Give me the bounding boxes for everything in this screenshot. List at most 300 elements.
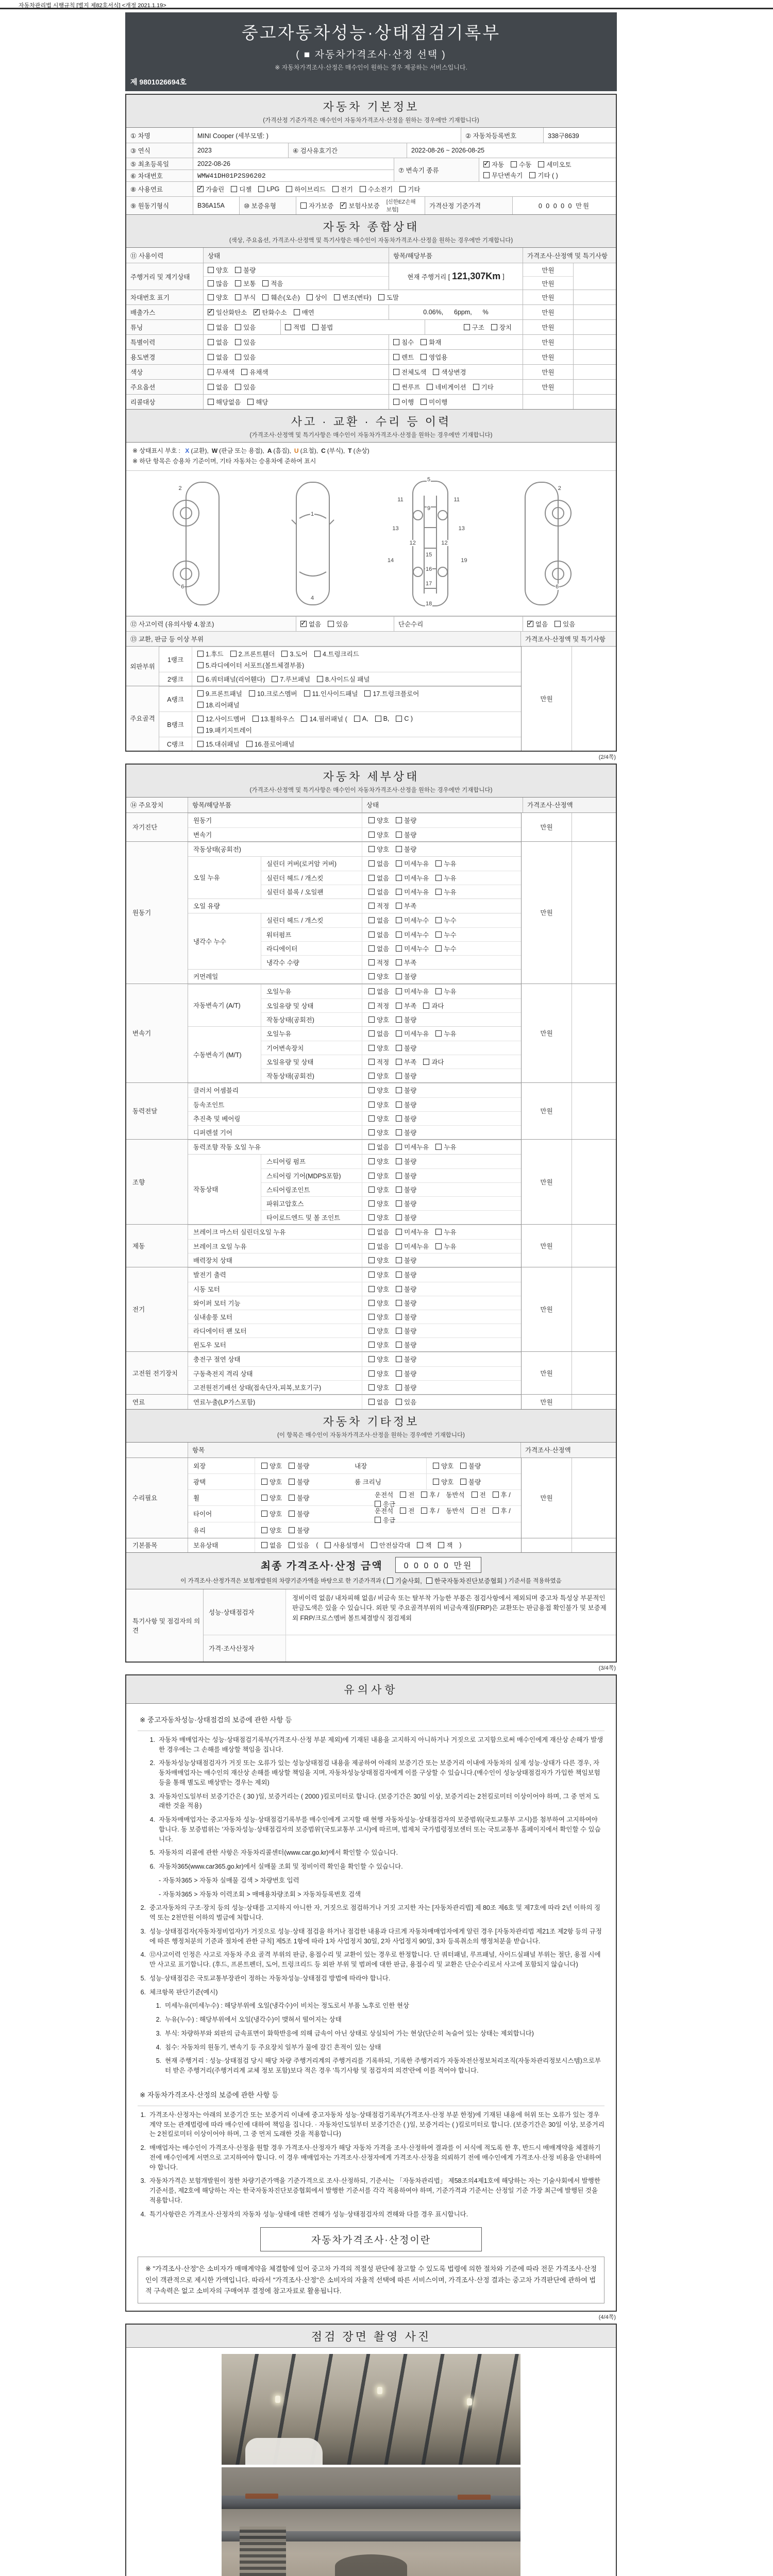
field-label: ⑥ 차대번호 [126,170,193,181]
checkbox-option[interactable] [435,1029,456,1038]
item-options [362,1069,521,1082]
check-row [261,1168,521,1182]
checkbox-option[interactable] [368,844,389,854]
checkbox-option[interactable] [368,1185,389,1194]
checkbox-option[interactable] [421,397,447,406]
device-group-name: 전기 [126,1267,188,1351]
photo-detail [245,2438,323,2465]
notice-number: 2. [140,1904,146,1912]
checkbox-box [435,945,442,952]
checkbox-option[interactable] [396,816,416,825]
checkbox-option[interactable] [281,649,308,658]
checkbox-option[interactable] [325,1540,364,1550]
checkbox-option[interactable] [368,1071,389,1080]
opinion-author-label: 가격·조사산정자 [204,1635,286,1662]
checkbox-option[interactable] [261,1493,282,1502]
checkbox-option[interactable] [396,1128,416,1137]
checkbox-option[interactable] [435,916,456,925]
checkbox-option[interactable] [396,1071,416,1080]
checkbox-option[interactable] [368,1383,389,1392]
checkbox-option[interactable] [235,323,256,332]
checkbox-option[interactable] [197,725,252,735]
checkbox-option[interactable] [262,279,283,288]
checkbox-option[interactable] [446,1490,464,1499]
checkbox-option[interactable] [368,987,389,996]
checkbox-label: 한국자동차진단보증협회 [434,1577,503,1585]
checkbox-box [261,1511,267,1517]
checkbox-option[interactable] [368,1312,389,1321]
checkbox-option[interactable] [208,293,228,302]
checkbox-option[interactable] [368,1043,389,1053]
checkbox-label: 있음 [243,339,256,346]
checkbox-label: 불량 [404,1115,417,1123]
checkbox-option[interactable] [396,1213,416,1222]
checkbox-option[interactable] [368,930,389,939]
checkbox-option[interactable] [197,689,242,698]
checkbox-option[interactable] [368,830,389,839]
checkbox-option[interactable] [368,1284,389,1294]
checkbox-option[interactable] [368,1057,389,1066]
checkbox-option[interactable] [459,1541,461,1549]
state-code-legend [126,443,616,471]
checkbox-option[interactable] [368,1199,389,1208]
checkbox-option[interactable] [435,930,456,939]
checkbox-option[interactable] [433,367,466,377]
checkbox-option[interactable] [396,1199,416,1208]
checkbox-option[interactable] [247,397,268,406]
checkbox-option[interactable] [289,1461,309,1470]
checkbox-option[interactable] [396,1284,416,1294]
checkbox-option[interactable] [241,367,268,377]
row-label: 색상 [126,365,204,379]
checkbox-option[interactable] [460,1477,481,1486]
checkbox-option[interactable] [368,1171,389,1180]
remark-cell [574,263,616,290]
rank-name: C랭크 [159,737,192,751]
checkbox-option[interactable] [423,1057,444,1066]
checkbox-option[interactable] [235,382,256,392]
checkbox-option[interactable] [368,1354,389,1364]
checkbox-label: 있음 [243,384,256,391]
checkbox-option[interactable] [208,382,228,392]
checkbox-box [435,1243,442,1249]
checkbox-label: 불량 [468,1462,481,1470]
checkbox-option[interactable] [396,714,413,723]
checkbox-option[interactable] [261,1509,282,1518]
checkbox-option[interactable] [301,714,347,723]
checkbox-option[interactable] [396,887,429,896]
checkbox-option[interactable] [261,1526,282,1535]
checkbox-option[interactable] [396,972,416,981]
checkbox-option[interactable] [208,265,228,275]
checkbox-option[interactable] [426,1576,503,1585]
checkbox-option[interactable] [368,1142,389,1151]
checkbox-option[interactable] [435,873,456,883]
checkbox-option[interactable] [289,1509,309,1518]
price-unit: 만원 [521,1458,572,1538]
checkbox-option[interactable] [396,1171,416,1180]
accident-history-row [126,616,616,631]
item-label: 작동상태(공회전) [261,1013,362,1026]
checkbox-option[interactable] [435,859,456,868]
item-options [362,1253,521,1267]
checkbox-option[interactable] [364,689,419,698]
checkbox-option[interactable] [446,1506,464,1515]
checkbox-option[interactable] [314,649,359,658]
checkbox-option[interactable] [435,987,456,996]
checkbox-option[interactable] [261,1461,282,1470]
checkbox-option[interactable] [483,160,504,169]
checkbox-option[interactable] [197,739,240,749]
checkbox-option[interactable] [396,1298,416,1308]
checkbox-option[interactable] [231,184,251,194]
checkbox-option[interactable] [197,649,224,658]
checkbox-label: 불량 [404,1087,417,1095]
checkbox-box [460,1463,466,1469]
item-options [255,1474,349,1489]
checkbox-option[interactable] [538,160,571,169]
checkbox-box [261,1479,267,1485]
checkbox-option[interactable] [396,1383,416,1392]
checkbox-option[interactable] [527,619,548,629]
checkbox-option[interactable] [396,1354,416,1364]
price-unit: 만원 [523,380,574,394]
checkbox-option[interactable] [396,1185,416,1194]
checkbox-option[interactable] [360,184,393,194]
checkbox-option[interactable] [368,1100,389,1109]
checkbox-box [421,339,427,345]
item-label: 보유상태 [188,1538,255,1552]
checkbox-option[interactable] [246,739,295,749]
checkbox-label: 누유 [444,874,457,882]
checkbox-option[interactable] [197,714,246,723]
checkbox-option[interactable] [368,1270,389,1279]
checkbox-option[interactable] [396,1256,416,1265]
price-unit: 만원 [521,1083,572,1139]
checkbox-option[interactable] [393,397,414,406]
checkbox-option[interactable] [307,293,327,302]
checkbox-label: 누유 [444,1030,457,1038]
checkbox-option[interactable] [491,323,512,332]
checkbox-option[interactable] [368,972,389,981]
appraisal-box-title: 자동차가격조사·산정이란 [260,2227,482,2251]
checkbox-box [529,172,535,178]
checkbox-option[interactable] [208,397,241,406]
checkbox-option[interactable] [368,887,389,896]
checkbox-option[interactable] [396,901,416,910]
checkbox-option[interactable] [368,901,389,910]
option-items [389,380,523,394]
checkbox-option[interactable] [368,873,389,883]
checkbox-option[interactable] [289,1493,309,1502]
device-group [126,841,616,984]
checkbox-option[interactable] [554,619,575,629]
checkbox-option[interactable] [289,1540,309,1550]
checkbox-option[interactable] [396,1043,416,1053]
checkbox-option[interactable] [396,1326,416,1335]
checkbox-label: 미세누유 [404,988,429,996]
checkbox-option[interactable] [368,1128,389,1137]
checkbox-option[interactable] [258,185,279,193]
checkbox-option[interactable] [368,1114,389,1123]
checkbox-option[interactable] [235,352,256,362]
check-row [261,1196,521,1210]
checkbox-option[interactable] [235,265,256,275]
checkbox-option[interactable] [254,308,287,317]
checkbox-box [231,186,237,192]
checkbox-option[interactable] [368,1001,389,1010]
checkbox-option[interactable] [354,714,368,723]
notice-text: 중고자동차의 구조·장치 등의 성능·상태를 고지하지 아니한 자, 거짓으로 점검하거나 거짓 고지한 자는 [자동차관리법] 제 80조 제6호 및 제7호에 따라 2년 이하의 징역 또는 2천만원 이하의 벌금에 처합니다. [149,1904,601,1922]
checkbox-option[interactable] [423,1001,444,1010]
checkbox-option[interactable] [368,1256,389,1265]
checkbox-option[interactable] [396,1100,416,1109]
checkbox-option[interactable] [529,171,558,180]
checkbox-option[interactable] [340,201,379,210]
checkbox-option[interactable] [368,859,389,868]
checkbox-label: 기타 ( ) [537,172,558,180]
checkbox-option[interactable] [396,1029,429,1038]
checkbox-option[interactable] [368,1015,389,1024]
checkbox-option[interactable] [312,323,333,332]
checkbox-option[interactable] [289,1526,309,1535]
item-label: 스티어링 펌프 [261,1155,362,1168]
checkbox-option[interactable] [371,1540,410,1550]
checkbox-option[interactable] [249,689,297,698]
checkbox-option[interactable] [396,1001,416,1010]
checkbox-option[interactable] [197,184,224,194]
checkbox-option[interactable] [396,916,429,925]
notice-text: - 자동차365 > 자동차 실매물 검색 > 차량번호 입력 [159,1876,299,1884]
diagram-part-number: 11 [397,496,404,503]
checkbox-label: 없음 [377,1399,390,1406]
checkbox-option[interactable] [230,649,275,658]
checkbox-label: 적음 [271,280,283,287]
checkbox-option[interactable] [438,1540,452,1550]
checkbox-label: 유채색 [249,369,268,376]
checkbox-label: 양호 [377,1200,390,1208]
checkbox-option[interactable] [396,930,429,939]
checkbox-box [554,621,561,627]
checkbox-option[interactable] [396,1369,416,1378]
checkbox-option[interactable] [396,873,429,883]
checkbox-option[interactable] [208,323,228,332]
device-block [188,1267,521,1351]
item-label: 스티어링 기어(MDPS포함) [261,1169,362,1182]
checkbox-option[interactable] [368,1369,389,1378]
checkbox-option[interactable] [261,1540,282,1550]
checkbox-box [396,1286,402,1292]
checkbox-option[interactable] [421,1490,439,1499]
diagram-part-number: 12 [409,540,416,547]
checkbox-box [435,931,442,938]
checkbox-option[interactable] [396,958,416,967]
checkbox-label: 14.필러패널 ( [309,715,347,723]
checkbox-box [301,716,307,722]
checkbox-option[interactable] [300,619,321,629]
checkbox-box [396,1399,402,1405]
checkbox-option[interactable] [368,816,389,825]
notice-number: 6. [149,1863,155,1871]
checkbox-option[interactable] [435,1227,456,1236]
checkbox-option[interactable] [396,859,429,868]
checkbox-option[interactable] [368,1326,389,1335]
checkbox-option[interactable] [483,171,523,180]
checkbox-option[interactable] [235,293,256,302]
checkbox-option[interactable] [396,1015,416,1024]
checkbox-option[interactable] [208,308,247,317]
checkbox-option[interactable] [396,844,416,854]
checkbox-option[interactable] [393,382,420,392]
checkbox-option[interactable] [396,1397,416,1406]
checkbox-option[interactable] [396,1242,429,1251]
item-options [362,857,521,871]
checkbox-box [387,1578,393,1584]
checkbox-option[interactable] [396,1227,429,1236]
checkbox-option[interactable] [396,987,429,996]
checkbox-option[interactable] [435,887,456,896]
checkbox-option[interactable] [421,352,447,362]
checkbox-option[interactable] [417,1540,431,1550]
checkbox-option[interactable] [396,830,416,839]
checkbox-option[interactable] [396,1270,416,1279]
checkbox-option[interactable] [317,674,369,684]
checkbox-option[interactable] [393,337,414,347]
sub-group-name: 작동상태 [188,1155,261,1224]
checkbox-option[interactable] [396,1086,416,1095]
checkbox-option[interactable] [399,184,420,194]
checkbox-option[interactable] [396,1157,416,1166]
checkbox-box [312,324,318,330]
checkbox-option[interactable] [464,323,484,332]
checkbox-option[interactable] [427,382,466,392]
checkbox-option[interactable] [368,1227,389,1236]
checkbox-option[interactable] [208,352,228,362]
checkbox-option[interactable] [393,352,414,362]
checkbox-option[interactable] [368,916,389,925]
photo-detail [467,2398,472,2405]
item-options [362,1140,521,1154]
checkbox-option[interactable] [208,279,228,288]
checkbox-option[interactable] [368,1213,389,1222]
checkbox-option[interactable] [493,1506,511,1515]
checkbox-option[interactable] [433,1461,453,1470]
checkbox-option[interactable] [289,1477,309,1486]
checkbox-box [197,676,204,682]
notice-number: 3. [140,1927,146,1935]
checkbox-option[interactable] [316,1541,318,1549]
checkbox-option[interactable] [368,1298,389,1308]
checkbox-option[interactable] [435,1242,456,1251]
checkbox-option[interactable] [387,1576,422,1585]
checkbox-option[interactable] [332,184,353,194]
checkbox-box [368,1214,375,1221]
checkbox-option[interactable] [393,367,426,377]
checkbox-option[interactable] [396,1142,429,1151]
checkbox-option[interactable] [368,1086,389,1095]
checkbox-option[interactable] [433,1477,453,1486]
checkbox-option[interactable] [472,1490,486,1499]
checkbox-option[interactable] [286,184,325,194]
checkbox-label: 없음 [535,620,548,628]
checkbox-label: 불량 [404,1384,417,1392]
checkbox-option[interactable] [197,700,240,709]
checkbox-option[interactable] [253,714,295,723]
checkbox-option[interactable] [328,619,348,629]
checkbox-option[interactable] [375,1506,393,1515]
checkbox-box [300,202,307,209]
checkbox-option[interactable] [460,1461,481,1470]
check-row [261,1041,521,1055]
checkbox-option[interactable] [368,944,389,953]
checkbox-option[interactable] [493,1490,511,1499]
checkbox-option[interactable] [396,944,429,953]
check-row [261,1055,521,1069]
checkbox-option[interactable] [304,689,358,698]
checkbox-option[interactable] [400,1506,414,1515]
checkbox-option[interactable] [400,1490,414,1499]
checkbox-option[interactable] [294,308,314,317]
checkbox-option[interactable] [396,1312,416,1321]
checkbox-box [208,399,214,405]
checkbox-option[interactable] [421,337,441,347]
checkbox-option[interactable] [368,958,389,967]
checkbox-option[interactable] [261,1477,282,1486]
checkbox-option[interactable] [472,1506,486,1515]
checkbox-option[interactable] [421,1506,439,1515]
checkbox-option[interactable] [235,337,256,347]
diagram-part-number: 16 [425,566,432,572]
checkbox-option[interactable] [208,337,228,347]
checkbox-option[interactable] [300,201,333,210]
checkbox-option[interactable] [334,293,372,302]
checkbox-option[interactable] [262,293,300,302]
row-label: 배출가스 [126,305,204,319]
checkbox-option[interactable] [368,1157,389,1166]
checkbox-option[interactable] [375,714,390,723]
recall-items [389,395,523,409]
checkbox-option[interactable] [368,1242,389,1251]
checkbox-box [396,1328,402,1334]
checkbox-option[interactable] [368,1397,389,1406]
checkbox-box [396,832,402,838]
checkbox-option[interactable] [208,367,234,377]
checkbox-label: 운전석 [375,1492,394,1499]
checkbox-option[interactable] [368,1340,389,1349]
checkbox-option[interactable] [435,1142,456,1151]
checkbox-box [396,1229,402,1235]
checkbox-option[interactable] [435,944,456,953]
checkbox-option[interactable] [235,279,256,288]
checkbox-box [368,917,375,923]
checkbox-label: 있음 [563,620,576,628]
checkbox-label: ( [316,1541,318,1549]
checkbox-option[interactable] [375,1490,393,1499]
checkbox-option[interactable] [378,293,399,302]
checkbox-label: 불량 [404,1044,417,1052]
checkbox-option[interactable] [285,323,306,332]
checkbox-option[interactable] [473,382,494,392]
checkbox-option[interactable] [368,1029,389,1038]
checkbox-option[interactable] [396,1340,416,1349]
checkbox-option[interactable] [197,660,304,670]
checkbox-option[interactable] [197,674,265,684]
checkbox-option[interactable] [396,1057,416,1066]
checkbox-option[interactable] [272,674,310,684]
checkbox-option[interactable] [396,1114,416,1123]
checkbox-option[interactable] [511,160,531,169]
checkbox-box [423,1003,429,1009]
